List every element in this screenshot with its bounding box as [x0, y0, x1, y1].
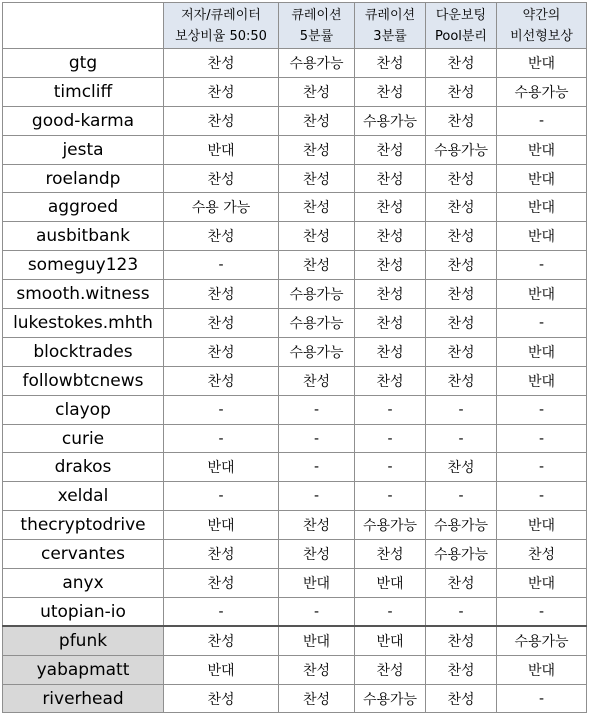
vote-cell[interactable]: 찬성	[279, 655, 355, 684]
vote-cell[interactable]: 찬성	[279, 106, 355, 135]
vote-cell[interactable]: 수용가능	[426, 540, 497, 569]
table-row	[3, 49, 587, 78]
witness-name-cell[interactable]: ausbitbank	[3, 222, 164, 251]
vote-cell[interactable]: 반대	[497, 193, 587, 222]
vote-cell[interactable]: 찬성	[426, 49, 497, 78]
vote-cell[interactable]: -	[426, 395, 497, 424]
table-row	[3, 597, 587, 626]
vote-cell[interactable]: -	[497, 597, 587, 626]
vote-cell[interactable]: 반대	[279, 569, 355, 598]
witness-name-cell[interactable]: cervantes	[3, 540, 164, 569]
vote-cell[interactable]: 찬성	[426, 684, 497, 713]
table-row	[3, 135, 587, 164]
vote-cell[interactable]: -	[279, 395, 355, 424]
vote-cell[interactable]: -	[426, 482, 497, 511]
vote-cell[interactable]: -	[497, 309, 587, 338]
vote-cell[interactable]: 수용가능	[497, 77, 587, 106]
table-row	[3, 482, 587, 511]
vote-cell[interactable]: 수용가능	[279, 49, 355, 78]
vote-cell[interactable]: 찬성	[355, 135, 426, 164]
vote-cell[interactable]: 찬성	[279, 164, 355, 193]
column-header[interactable]: 저자/큐레이터 보상비율 50:50	[164, 3, 279, 49]
vote-cell[interactable]: 찬성	[426, 106, 497, 135]
vote-cell[interactable]: 수용가능	[426, 135, 497, 164]
vote-cell[interactable]: -	[164, 597, 279, 626]
vote-cell[interactable]: -	[279, 424, 355, 453]
table-row	[3, 106, 587, 135]
vote-cell[interactable]: 찬성	[426, 337, 497, 366]
witness-name-cell[interactable]: someguy123	[3, 251, 164, 280]
vote-cell[interactable]: 찬성	[426, 569, 497, 598]
table-row	[3, 164, 587, 193]
vote-cell[interactable]: -	[279, 482, 355, 511]
vote-cell[interactable]: -	[497, 482, 587, 511]
vote-cell[interactable]: 반대	[497, 569, 587, 598]
vote-cell[interactable]: 찬성	[355, 280, 426, 309]
vote-cell[interactable]: 반대	[355, 626, 426, 655]
witness-name-cell[interactable]: thecryptodrive	[3, 511, 164, 540]
table-row	[3, 569, 587, 598]
vote-cell[interactable]: 찬성	[355, 222, 426, 251]
table-row	[3, 77, 587, 106]
vote-cell[interactable]: 찬성	[164, 569, 279, 598]
vote-cell[interactable]: 반대	[497, 222, 587, 251]
witness-name-cell[interactable]: pfunk	[3, 626, 164, 655]
vote-cell[interactable]: 수용가능	[355, 684, 426, 713]
vote-cell[interactable]: 찬성	[355, 193, 426, 222]
vote-cell[interactable]: -	[426, 597, 497, 626]
vote-cell[interactable]: 찬성	[164, 49, 279, 78]
vote-cell[interactable]: 찬성	[355, 251, 426, 280]
vote-cell[interactable]: 반대	[497, 337, 587, 366]
vote-cell[interactable]: 반대	[497, 164, 587, 193]
witness-name-cell[interactable]: xeldal	[3, 482, 164, 511]
vote-cell[interactable]: 찬성	[164, 626, 279, 655]
table-row	[3, 684, 587, 713]
vote-cell[interactable]: -	[164, 482, 279, 511]
vote-cell[interactable]: 찬성	[279, 684, 355, 713]
vote-cell[interactable]: -	[497, 453, 587, 482]
vote-cell[interactable]: 수용가능	[355, 106, 426, 135]
vote-cell[interactable]: 찬성	[164, 77, 279, 106]
vote-cell[interactable]: 찬성	[355, 49, 426, 78]
vote-cell[interactable]: 찬성	[426, 626, 497, 655]
vote-cell[interactable]: 찬성	[279, 193, 355, 222]
vote-cell[interactable]: -	[355, 482, 426, 511]
vote-cell[interactable]: -	[355, 597, 426, 626]
vote-cell[interactable]: -	[164, 424, 279, 453]
vote-cell[interactable]: 반대	[497, 280, 587, 309]
table-row	[3, 280, 587, 309]
table-row	[3, 366, 587, 395]
witness-name-cell[interactable]: jesta	[3, 135, 164, 164]
vote-cell[interactable]: 찬성	[355, 309, 426, 338]
column-header[interactable]: 큐레이션 5분률	[279, 3, 355, 49]
vote-cell[interactable]: 반대	[164, 453, 279, 482]
vote-cell[interactable]: 찬성	[164, 366, 279, 395]
vote-cell[interactable]: 찬성	[279, 540, 355, 569]
witness-name-cell[interactable]: lukestokes.mhth	[3, 309, 164, 338]
column-header[interactable]: 다운보팅 Pool분리	[426, 3, 497, 49]
vote-cell[interactable]: 찬성	[355, 655, 426, 684]
vote-cell[interactable]: 반대	[497, 511, 587, 540]
vote-cell[interactable]: -	[355, 453, 426, 482]
witness-name-cell[interactable]: yabapmatt	[3, 655, 164, 684]
vote-cell[interactable]: 반대	[497, 366, 587, 395]
vote-cell[interactable]: 수용가능	[279, 309, 355, 338]
vote-cell[interactable]: 수용가능	[279, 337, 355, 366]
vote-cell[interactable]: 반대	[164, 655, 279, 684]
table-row	[3, 193, 587, 222]
table-row	[3, 453, 587, 482]
corner-cell[interactable]	[3, 3, 164, 49]
table-row	[3, 222, 587, 251]
vote-cell[interactable]: 찬성	[279, 222, 355, 251]
vote-cell[interactable]: 수용가능	[426, 511, 497, 540]
vote-cell[interactable]: 찬성	[355, 337, 426, 366]
vote-cell[interactable]: 찬성	[279, 511, 355, 540]
table-row	[3, 626, 587, 655]
vote-cell[interactable]: 찬성	[426, 193, 497, 222]
vote-cell[interactable]: 찬성	[497, 540, 587, 569]
witness-name-cell[interactable]: smooth.witness	[3, 280, 164, 309]
witness-name-cell[interactable]: roelandp	[3, 164, 164, 193]
vote-cell[interactable]: 반대	[164, 511, 279, 540]
table-row	[3, 337, 587, 366]
vote-cell[interactable]: 반대	[279, 626, 355, 655]
vote-cell[interactable]: -	[497, 251, 587, 280]
witness-name-cell[interactable]: drakos	[3, 453, 164, 482]
vote-cell[interactable]: 찬성	[279, 366, 355, 395]
vote-cell[interactable]: 반대	[497, 135, 587, 164]
vote-cell[interactable]: -	[164, 251, 279, 280]
vote-table	[2, 2, 587, 713]
vote-cell[interactable]: 수용가능	[279, 280, 355, 309]
witness-name-cell[interactable]: curie	[3, 424, 164, 453]
vote-cell[interactable]: 반대	[164, 135, 279, 164]
header-row	[3, 3, 587, 49]
vote-cell[interactable]: 찬성	[164, 540, 279, 569]
vote-cell[interactable]: 찬성	[355, 366, 426, 395]
witness-name-cell[interactable]: blocktrades	[3, 337, 164, 366]
vote-cell[interactable]: 찬성	[164, 309, 279, 338]
vote-cell[interactable]: 찬성	[279, 251, 355, 280]
vote-cell[interactable]: 반대	[355, 569, 426, 598]
vote-cell[interactable]: 찬성	[426, 280, 497, 309]
vote-cell[interactable]: 찬성	[426, 366, 497, 395]
vote-cell[interactable]: 찬성	[279, 135, 355, 164]
witness-name-cell[interactable]: good-karma	[3, 106, 164, 135]
vote-cell[interactable]: 찬성	[164, 164, 279, 193]
vote-cell[interactable]: 찬성	[426, 164, 497, 193]
vote-cell[interactable]: -	[497, 106, 587, 135]
table-body	[3, 49, 587, 713]
vote-cell[interactable]: 수용 가능	[164, 193, 279, 222]
vote-cell[interactable]: 반대	[497, 49, 587, 78]
witness-name-cell[interactable]: riverhead	[3, 684, 164, 713]
witness-name-cell[interactable]: followbtcnews	[3, 366, 164, 395]
vote-cell[interactable]: -	[355, 395, 426, 424]
witness-name-cell[interactable]: timcliff	[3, 77, 164, 106]
vote-cell[interactable]: 찬성	[355, 164, 426, 193]
vote-cell[interactable]: 수용가능	[355, 511, 426, 540]
vote-cell[interactable]: 찬성	[355, 77, 426, 106]
table-row	[3, 655, 587, 684]
witness-name-cell[interactable]: aggroed	[3, 193, 164, 222]
vote-cell[interactable]: -	[426, 424, 497, 453]
vote-cell[interactable]: -	[164, 395, 279, 424]
vote-cell[interactable]: 수용가능	[497, 626, 587, 655]
vote-cell[interactable]: 찬성	[164, 684, 279, 713]
witness-name-cell[interactable]: clayop	[3, 395, 164, 424]
table-row	[3, 395, 587, 424]
vote-cell[interactable]: 찬성	[164, 106, 279, 135]
table-row	[3, 511, 587, 540]
witness-name-cell[interactable]: gtg	[3, 49, 164, 78]
vote-cell[interactable]: 찬성	[426, 222, 497, 251]
table-row	[3, 309, 587, 338]
vote-cell[interactable]: 찬성	[355, 540, 426, 569]
vote-cell[interactable]: -	[279, 453, 355, 482]
vote-cell[interactable]: 찬성	[426, 453, 497, 482]
table-row	[3, 424, 587, 453]
vote-cell[interactable]: 찬성	[279, 77, 355, 106]
witness-name-cell[interactable]: utopian-io	[3, 597, 164, 626]
vote-cell[interactable]: -	[497, 424, 587, 453]
vote-cell[interactable]: 찬성	[164, 280, 279, 309]
witness-name-cell[interactable]: anyx	[3, 569, 164, 598]
table-row	[3, 251, 587, 280]
vote-cell[interactable]: 찬성	[426, 309, 497, 338]
vote-cell[interactable]: -	[355, 424, 426, 453]
column-header[interactable]: 큐레이션 3분률	[355, 3, 426, 49]
vote-cell[interactable]: 찬성	[164, 337, 279, 366]
vote-cell[interactable]: -	[497, 395, 587, 424]
vote-cell[interactable]: 찬성	[426, 251, 497, 280]
vote-cell[interactable]: 찬성	[164, 222, 279, 251]
vote-cell[interactable]: 반대	[497, 655, 587, 684]
vote-cell[interactable]: 찬성	[426, 655, 497, 684]
vote-cell[interactable]: 찬성	[426, 77, 497, 106]
table-row	[3, 540, 587, 569]
vote-cell[interactable]: -	[497, 684, 587, 713]
vote-cell[interactable]: -	[279, 597, 355, 626]
column-header[interactable]: 약간의 비선형보상	[497, 3, 587, 49]
